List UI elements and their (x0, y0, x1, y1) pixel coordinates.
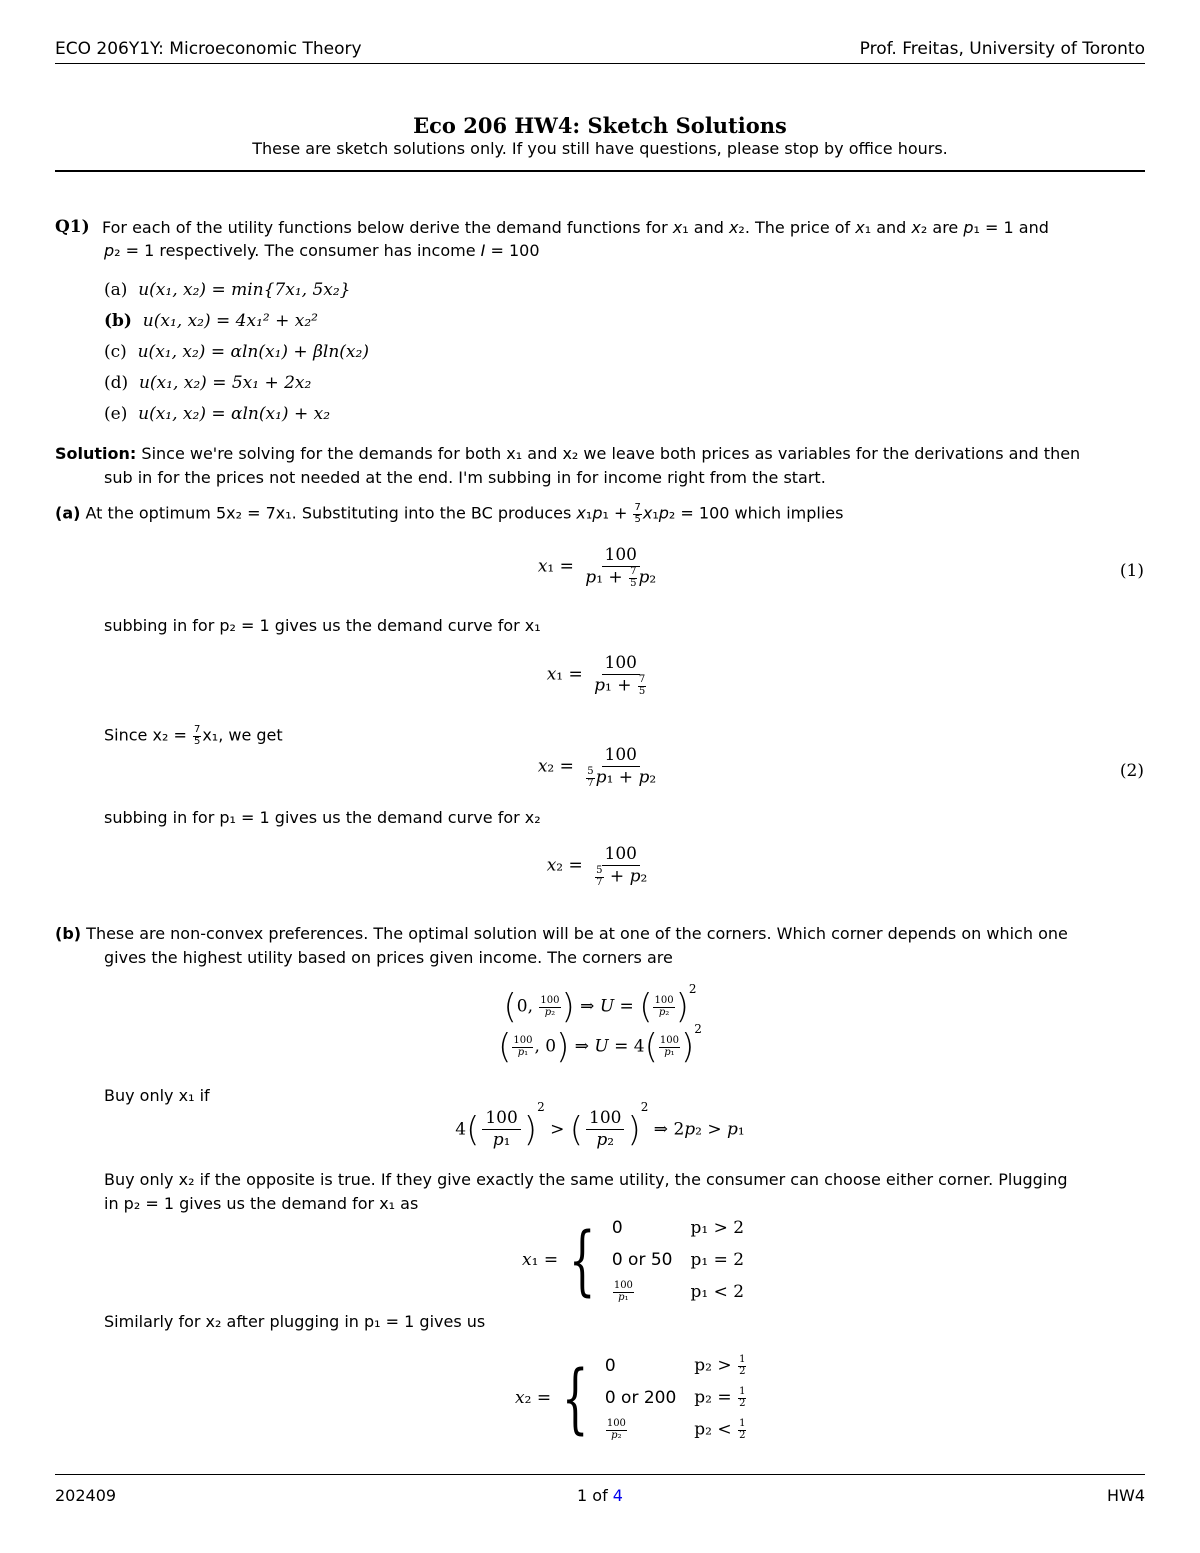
part-a-sub2: subbing in for p₁ = 1 gives us the demand curve for x₂ (104, 808, 541, 827)
q1-label: Q1) (55, 217, 90, 237)
x2-case-1-cond: p₂ > $\frac{1}{2}$ (694, 1354, 746, 1377)
part-b-line1: (b) These are non-convex preferences. The optimal solution will be at one of the corners. Which corner depends on which one (55, 924, 1068, 943)
inequality-equation: 4( $\frac{100}{\text{p₁}}$ )$^2$ > ( $\frac{100}{\text{p₂}}$ )$^2$ ⇒ 2p₂ > p₁ (455, 1100, 745, 1151)
equation-1: x₁ = 100 p₁ + $\frac{7}{5}$ p₂ (537, 545, 657, 589)
x2-case-2-value: 0 or 200 (604, 1388, 677, 1408)
footer-date: 202409 (55, 1486, 117, 1505)
equation-x2-demand: x₂ = 100 $\frac{5}{7}$ + p₂ (546, 844, 648, 888)
part-a-sub1: subbing in for p₂ = 1 gives us the demand curve for x₁ (104, 616, 541, 635)
equation-x1-demand: x₁ = 100 p₁ + $\frac{7}{5}$ (546, 653, 646, 697)
x2-piecewise: x₂ = { 0 p₂ > $\frac{1}{2}$ 0 or 200 p₂ = $\frac{1}{2}$ $\frac{100}{\text{p₂}}$ p₂ < $\frac{1}{2}$ (515, 1350, 755, 1446)
q1-text-line2: p₂ = 1 respectively. The consumer has income I = 100 (104, 241, 540, 260)
corner-1-equation: (0, $\frac{100}{\text{p₂}}$ ) ⇒ U = ( $\frac{100}{\text{p₂}}$ )$^2$ (503, 982, 697, 1027)
x1-case-2-value: 0 or 50 (611, 1250, 673, 1270)
corner-2-equation: ( $\frac{100}{\text{p₁}}$ , 0) ⇒ U = 4( $\frac{100}{\text{p₁}}$ )$^2$ (498, 1022, 702, 1067)
equation-2: x₂ = 100 $\frac{5}{7}$ p₁ + p₂ (537, 745, 657, 789)
solution-line1: Solution: Since we're solving for the demands for both x₁ and x₂ we leave both prices as variables for the derivations and then (55, 444, 1081, 463)
page-title: Eco 206 HW4: Sketch Solutions (413, 113, 787, 138)
opposite-line2: in p₂ = 1 gives us the demand for x₁ as (104, 1194, 419, 1213)
x1-case-3-cond: p₁ < 2 (690, 1282, 745, 1302)
x1-case-3-value: $\frac{100}{\text{p₁}}$ (613, 1280, 633, 1303)
part-a-since: Since x₂ = $\frac{7}{5}$ x₁, we get (104, 724, 283, 747)
q1-part-a: (a) u(x₁, x₂) = min{7x₁, 5x₂} (104, 280, 351, 300)
x1-case-2-cond: p₁ = 2 (690, 1250, 745, 1270)
part-b-line2: gives the highest utility based on prices given income. The corners are (104, 948, 673, 967)
solution-line2: sub in for the prices not needed at the end. I'm subbing in for income right from the start. (104, 468, 826, 487)
x1-piecewise: x₁ = { 0 p₁ > 2 0 or 50 p₁ = 2 $\frac{100}{\text{p₁}}$ p₁ < 2 (522, 1212, 752, 1308)
page-subtitle: These are sketch solutions only. If you still have questions, please stop by office hours. (252, 139, 948, 158)
page-number: 1 of 4 (577, 1486, 623, 1505)
q1-part-c: (c) u(x₁, x₂) = αln(x₁) + βln(x₂) (104, 342, 369, 362)
opposite-line1: Buy only x₂ if the opposite is true. If they give exactly the same utility, the consumer can choose either corner. Plugging (104, 1170, 1068, 1189)
q1-text-line1: For each of the utility functions below derive the demand functions for x₁ and x₂. The price of x₁ and x₂ are p₁ = 1 and (102, 218, 1049, 237)
x2-case-2-cond: p₂ = $\frac{1}{2}$ (694, 1386, 746, 1409)
x2-case-1-value: 0 (604, 1356, 616, 1376)
header-rule (55, 63, 1145, 64)
running-header-left: ECO 206Y1Y: Microeconomic Theory (55, 39, 362, 59)
buy-only-x1: Buy only x₁ if (104, 1086, 210, 1105)
equation-2-number: (2) (1119, 761, 1144, 781)
q1-part-b: (b) u(x₁, x₂) = 4x₁² + x₂² (104, 311, 318, 331)
q1-part-d: (d) u(x₁, x₂) = 5x₁ + 2x₂ (104, 373, 312, 393)
footer-right: HW4 (1106, 1486, 1145, 1505)
title-rule (55, 170, 1145, 172)
x2-case-3-value: $\frac{100}{\text{p₂}}$ (606, 1418, 626, 1441)
x2-case-3-cond: p₂ < $\frac{1}{2}$ (694, 1418, 746, 1441)
x1-case-1-cond: p₁ > 2 (690, 1218, 745, 1238)
equation-1-number: (1) (1119, 561, 1144, 581)
q1-part-e: (e) u(x₁, x₂) = αln(x₁) + x₂ (104, 404, 331, 424)
running-header-right: Prof. Freitas, University of Toronto (859, 39, 1145, 59)
total-pages-link[interactable]: 4 (612, 1486, 623, 1505)
x1-case-1-value: 0 (611, 1218, 623, 1238)
footer-rule (55, 1474, 1145, 1475)
part-a-intro: (a) At the optimum 5x₂ = 7x₁. Substituting into the BC produces x₁p₁ + $\frac{7}{5}$ x₁p₂ = 100 which implies (55, 502, 844, 525)
similarly-line: Similarly for x₂ after plugging in p₁ = 1 gives us (104, 1312, 486, 1331)
